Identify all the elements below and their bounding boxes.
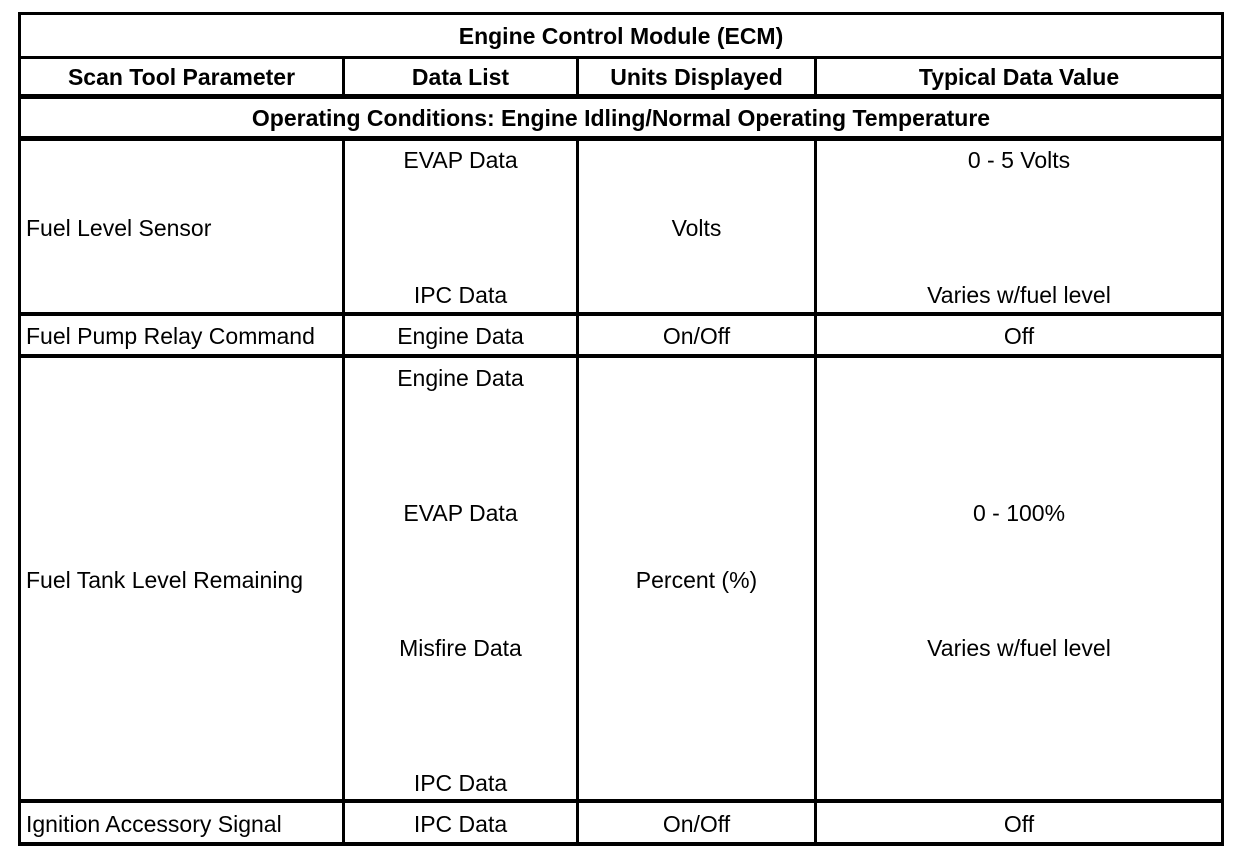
col-divider-2 bbox=[576, 136, 579, 846]
row-4-param: Ignition Accessory Signal bbox=[26, 811, 282, 837]
row-1-param: Fuel Level Sensor bbox=[26, 215, 212, 241]
row-1-list-2: IPC Data bbox=[413, 282, 508, 308]
row-3-list-2: EVAP Data bbox=[403, 500, 518, 526]
table-border-left bbox=[18, 12, 21, 846]
row-3-value-1: 0 - 100% bbox=[972, 500, 1066, 526]
row-2-param: Fuel Pump Relay Command bbox=[26, 323, 315, 349]
row-3-list-4: IPC Data bbox=[413, 770, 508, 796]
row-4-value-1: Off bbox=[1003, 811, 1035, 837]
row-4-list-1: IPC Data bbox=[413, 811, 508, 837]
row-3-value-2: Varies w/fuel level bbox=[927, 635, 1111, 661]
operating-conditions: Operating Conditions: Engine Idling/Normal Operating Temperature bbox=[251, 105, 991, 131]
row-3-param: Fuel Tank Level Remaining bbox=[26, 567, 304, 593]
row-2-list-1: Engine Data bbox=[397, 323, 524, 349]
header-data-list: Data List bbox=[411, 64, 510, 90]
rule-below-headers bbox=[18, 94, 1224, 99]
row-1-value-2: Varies w/fuel level bbox=[927, 282, 1111, 308]
row-3-list-1: Engine Data bbox=[397, 365, 524, 391]
row-2-units: On/Off bbox=[662, 323, 731, 349]
row-1-list-1: EVAP Data bbox=[403, 147, 518, 173]
table-title: Engine Control Module (ECM) bbox=[458, 23, 784, 49]
header-typical-data-value: Typical Data Value bbox=[918, 64, 1120, 90]
rule-below-title bbox=[18, 56, 1224, 59]
col-divider-3 bbox=[814, 136, 817, 846]
row-4-units: On/Off bbox=[662, 811, 731, 837]
rule-below-row-3 bbox=[18, 799, 1224, 803]
rule-below-row-2 bbox=[18, 354, 1224, 358]
row-1-value-1: 0 - 5 Volts bbox=[967, 147, 1071, 173]
table-border-top bbox=[18, 12, 1224, 15]
col-divider-1 bbox=[342, 136, 345, 846]
rule-below-row-1 bbox=[18, 312, 1224, 316]
table-border-right bbox=[1221, 12, 1224, 846]
header-scan-tool-parameter: Scan Tool Parameter bbox=[67, 64, 296, 90]
table-border-bottom bbox=[18, 842, 1224, 846]
header-units-displayed: Units Displayed bbox=[610, 64, 783, 90]
row-1-units: Volts bbox=[671, 215, 722, 241]
row-3-list-3: Misfire Data bbox=[399, 635, 522, 661]
row-2-value-1: Off bbox=[1003, 323, 1035, 349]
rule-below-conditions bbox=[18, 136, 1224, 141]
row-3-units: Percent (%) bbox=[635, 567, 758, 593]
